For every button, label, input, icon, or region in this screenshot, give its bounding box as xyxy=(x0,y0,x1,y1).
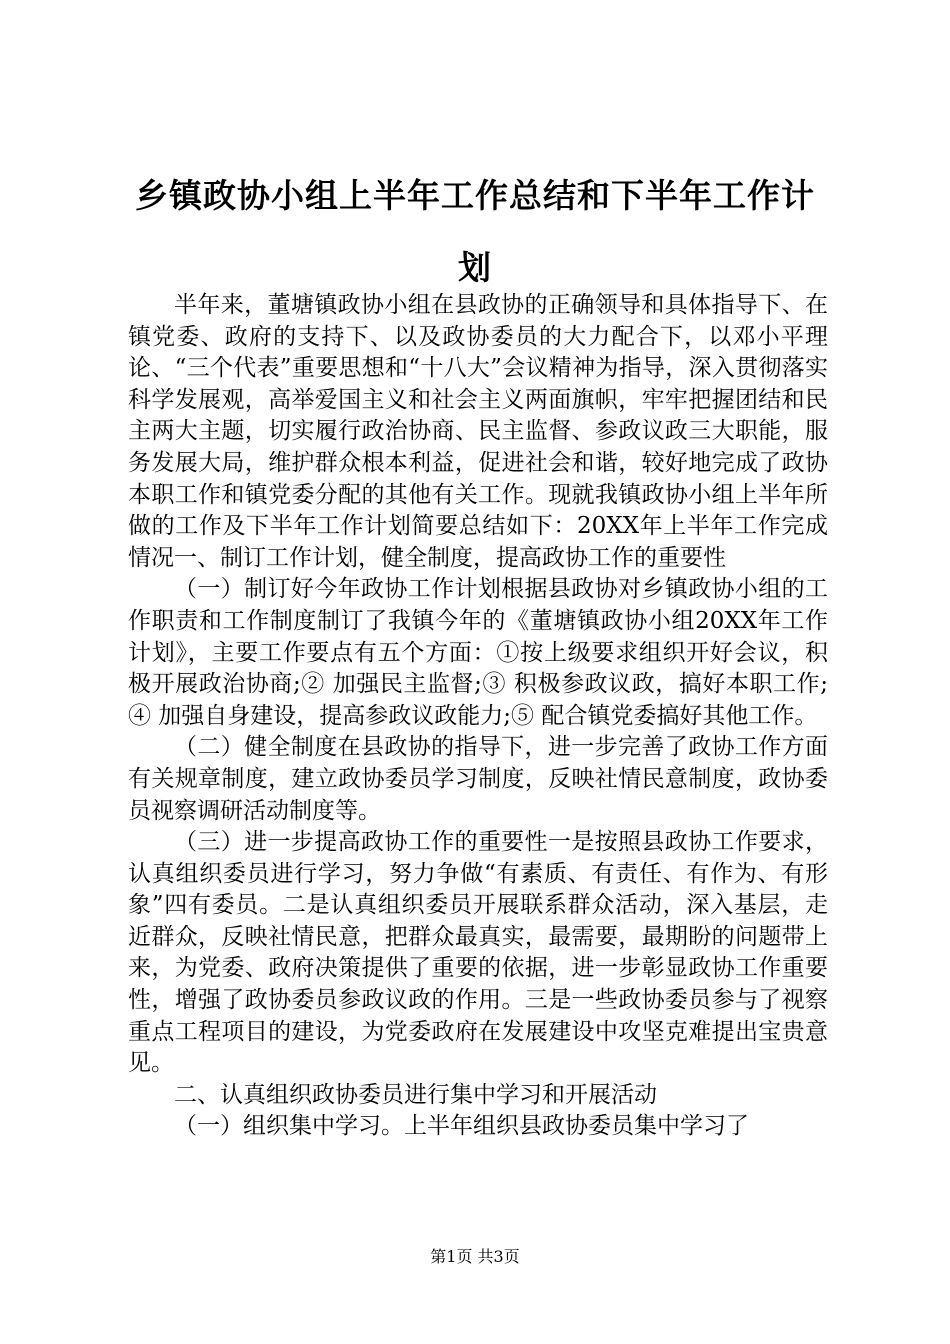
paragraph-importance: （三）进一步提高政协工作的重要性一是按照县政协工作要求，认真组织委员进行学习，努力争做“有素质、有责任、有作为、有形象”四有委员。二是认真组织委员开展联系群众活动，深入基层，走近群众，反映社情民意，把群众最真实，最需要，最期盼的问题带上来，为党委、政府决策提供了重要的依据，进一步彰显政协工作重要性，增强了政协委员参政议政的作用。三是一些政协委员参与了视察重点工程项目的建设，为党委政府在发展建设中攻坚克难提出宝贵意见。 xyxy=(128,829,828,1077)
page-footer: 第1页 共3页 xyxy=(430,1247,520,1266)
paragraph-plan: （一）制订好今年政协工作计划根据县政协对乡镇政协小组的工作职责和工作制度制订了我镇今年的《董塘镇政协小组20XX年工作计划》，主要工作要点有五个方面：①按上级要求组织开好会议，积极开展政治协商;② 加强民主监督;③ 积极参政议政，搞好本职工作;④ 加强自身建设，提高参政议政能力;⑤ 配合镇党委搞好其他工作。 xyxy=(128,576,828,729)
document-body xyxy=(128,290,828,1143)
paragraph-study: （一）组织集中学习。上半年组织县政协委员集中学习了 xyxy=(174,1113,749,1140)
paragraph-system: （二）健全制度在县政协的指导下，进一步完善了政协工作方面有关规章制度，建立政协委员学习制度，反映社情民意制度，政协委员视察调研活动制度等。 xyxy=(128,734,828,824)
paragraph-intro: 半年来，董塘镇政协小组在县政协的正确领导和具体指导下、在镇党委、政府的支持下、以及政协委员的大力配合下，以邓小平理论、“三个代表”重要思想和“十八大”会议精神为指导，深入贯彻落实科学发展观，高举爱国主义和社会主义两面旗帜，牢牢把握团结和民主两大主题，切实履行政治协商、民主监督、参政议政三大职能，服务发展大局，维护群众根本利益，促进社会和谐，较好地完成了政协本职工作和镇党委分配的其他有关工作。现就我镇政协小组上半年所做的工作及下半年工作计划简要总结如下：20XX年上半年工作完成情况一、制订工作计划，健全制度，提高政协工作的重要性 xyxy=(128,292,828,571)
document-title: 乡镇政协小组上半年工作总结和下半年工作计划 xyxy=(135,176,815,287)
section-heading-study: 二、认真组织政协委员进行集中学习和开展活动 xyxy=(174,1081,657,1108)
